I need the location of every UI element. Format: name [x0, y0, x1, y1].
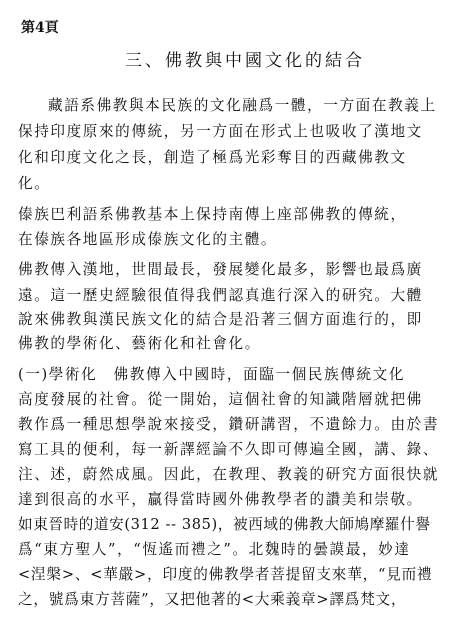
- text-line: 如東晉時的道安(312 -- 385)，被西域的佛教大師鳩摩羅什譽: [18, 516, 431, 533]
- text-line: 遠。這一歷史經驗很值得我們認真進行深入的研究。大體: [18, 287, 423, 304]
- text-line: 藏語系佛教與本民族的文化融爲一體，一方面在教義上: [48, 97, 437, 114]
- section-title: 三、佛教與中國文化的結合: [125, 51, 365, 71]
- text-line: 高度發展的社會。從一開始，這個社會的知識階層就把佛: [18, 391, 423, 408]
- text-line: 注、述，蔚然成風。因此，在教理、教義的研究方面很快就: [18, 466, 440, 483]
- text-line: 化。: [18, 175, 51, 192]
- text-line: (一)學術化 佛教傳入中國時，面臨一個民族傳統文化: [18, 366, 406, 383]
- text-line: 傣族巴利語系佛教基本上保持南傳上座部佛教的傳統，: [18, 206, 407, 223]
- text-line: 佛教的學術化、藝術化和社會化。: [18, 335, 261, 352]
- text-line: 說來佛教與漢民族文化的結合是沿著三個方面進行的，即: [18, 311, 423, 328]
- text-line: 之，號爲東方菩薩”，又把他著的<大乘義章>譯爲梵文，: [18, 591, 407, 608]
- text-line: 保持印度原來的傳統，另一方面在形式上也吸收了漢地文: [18, 123, 423, 140]
- text-line: <涅槃>、<華嚴>，印度的佛教學者菩提留支來華，“見而禮: [18, 566, 433, 583]
- text-line: 在傣族各地區形成傣族文化的主體。: [18, 231, 278, 248]
- page-number: 第4頁: [21, 20, 59, 36]
- text-line: 教作爲一種思想學說來接受，鑽研講習，不遺餘力。由於書: [18, 416, 440, 433]
- text-line: 化和印度文化之長，創造了極爲光彩奪目的西藏佛教文: [18, 149, 407, 166]
- text-line: 寫工具的便利，每一新譯經論不久即可傳遍全國，講、錄、: [18, 441, 440, 458]
- text-line: 爲“東方聖人”，“恆遙而禮之”。北魏時的曇謨最，妙達: [18, 541, 411, 558]
- text-line: 達到很高的水平，贏得當時國外佛教學者的讚美和崇敬。: [18, 491, 423, 508]
- text-line: 佛教傳入漢地，世間最長，發展變化最多，影響也最爲廣: [18, 261, 423, 278]
